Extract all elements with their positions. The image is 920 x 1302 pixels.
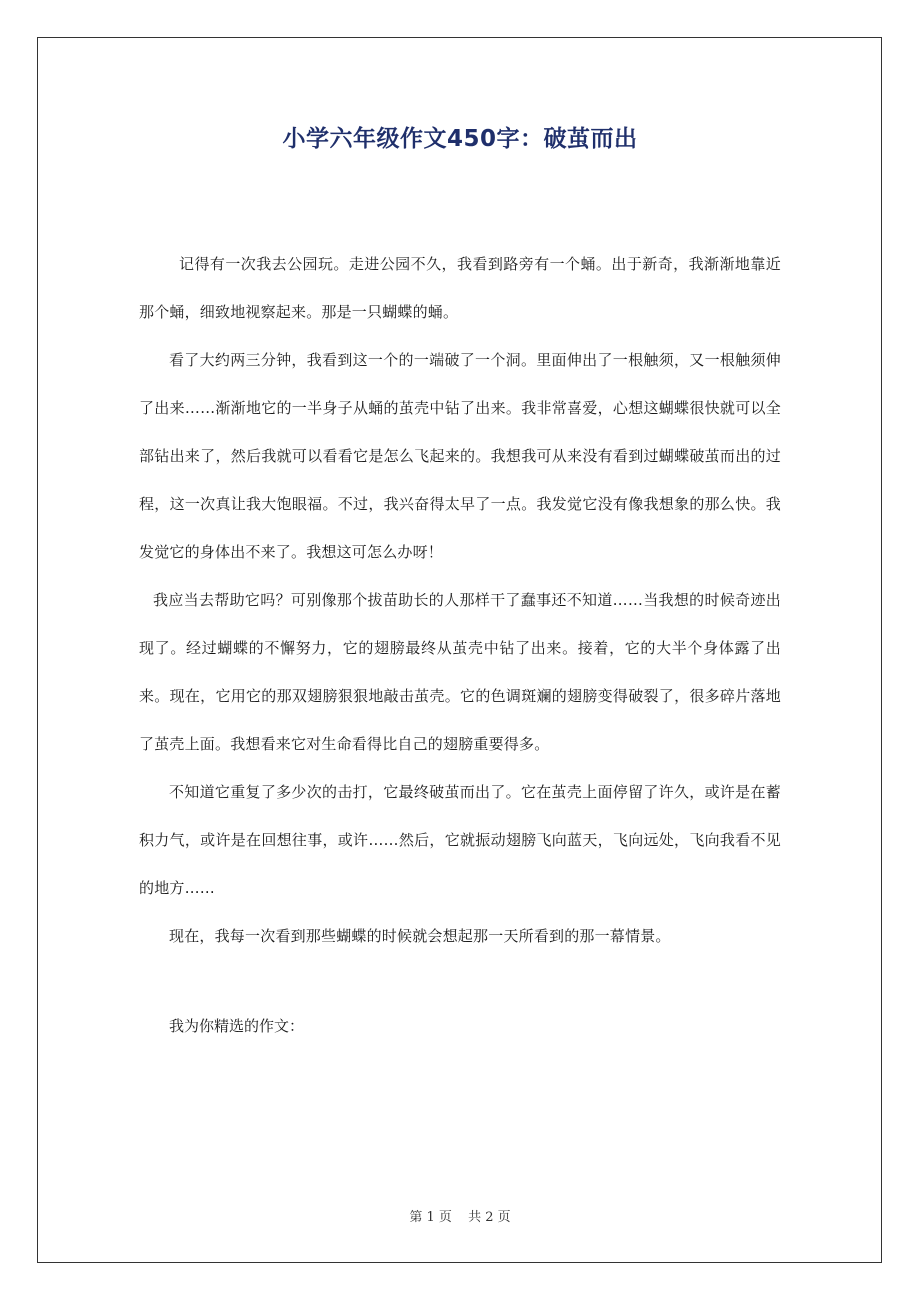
paragraph-5: 现在，我每一次看到那些蝴蝶的时候就会想起那一天所看到的那一幕情景。 — [169, 927, 671, 945]
recommend-label: 我为你精选的作文： — [169, 1017, 305, 1035]
paragraph-4: 不知道它重复了多少次的击打，它最终破茧而出了。它在茧壳上面停留了许久，或许是在蓄积力气，或许是在回想往事，或许……然后，它就振动翅膀飞向蓝天，飞向远处，飞向我看不见的地方…… — [139, 783, 781, 897]
paragraph-1: 记得有一次我去公园玩。走进公园不久，我看到路旁有一个蛹。出于新奇，我渐渐地靠近那个蛹，细致地视察起来。那是一只蝴蝶的蛹。 — [139, 255, 781, 321]
page-number-current: 第 1 页 — [409, 1210, 452, 1225]
section-spacer — [139, 960, 781, 1002]
paragraph-2: 看了大约两三分钟，我看到这一个的一端破了一个洞。里面伸出了一根触须，又一根触须伸了出来……渐渐地它的一半身子从蛹的茧壳中钻了出来。我非常喜爱，心想这蝴蝶很快就可以全部钻出来了，然后我就可以看看它是怎么飞起来的。我想我可从来没有看到过蝴蝶破茧而出的过程，这一次真让我大饱眼福。不过，我兴奋得太早了一点。我发觉它没有像我想象的那么快。我发觉它的身体出不来了。我想这可怎么办呀！ — [139, 351, 781, 561]
page-footer — [0, 1206, 920, 1225]
document-title: 小学六年级作文450字：破茧而出 — [282, 126, 638, 152]
page-number-total: 共 2 页 — [468, 1210, 511, 1225]
paragraph-3: 我应当去帮助它吗？可别像那个拔苗助长的人那样干了蠢事还不知道……当我想的时候奇迹出现了。经过蝴蝶的不懈努力，它的翅膀最终从茧壳中钻了出来。接着，它的大半个身体露了出来。现在，它用它的那双翅膀狠狠地敲击茧壳。它的色调斑斓的翅膀变得破裂了，很多碎片落地了茧壳上面。我想看来它对生命看得比自己的翅膀重要得多。 — [139, 591, 781, 753]
document-body — [139, 240, 781, 1050]
